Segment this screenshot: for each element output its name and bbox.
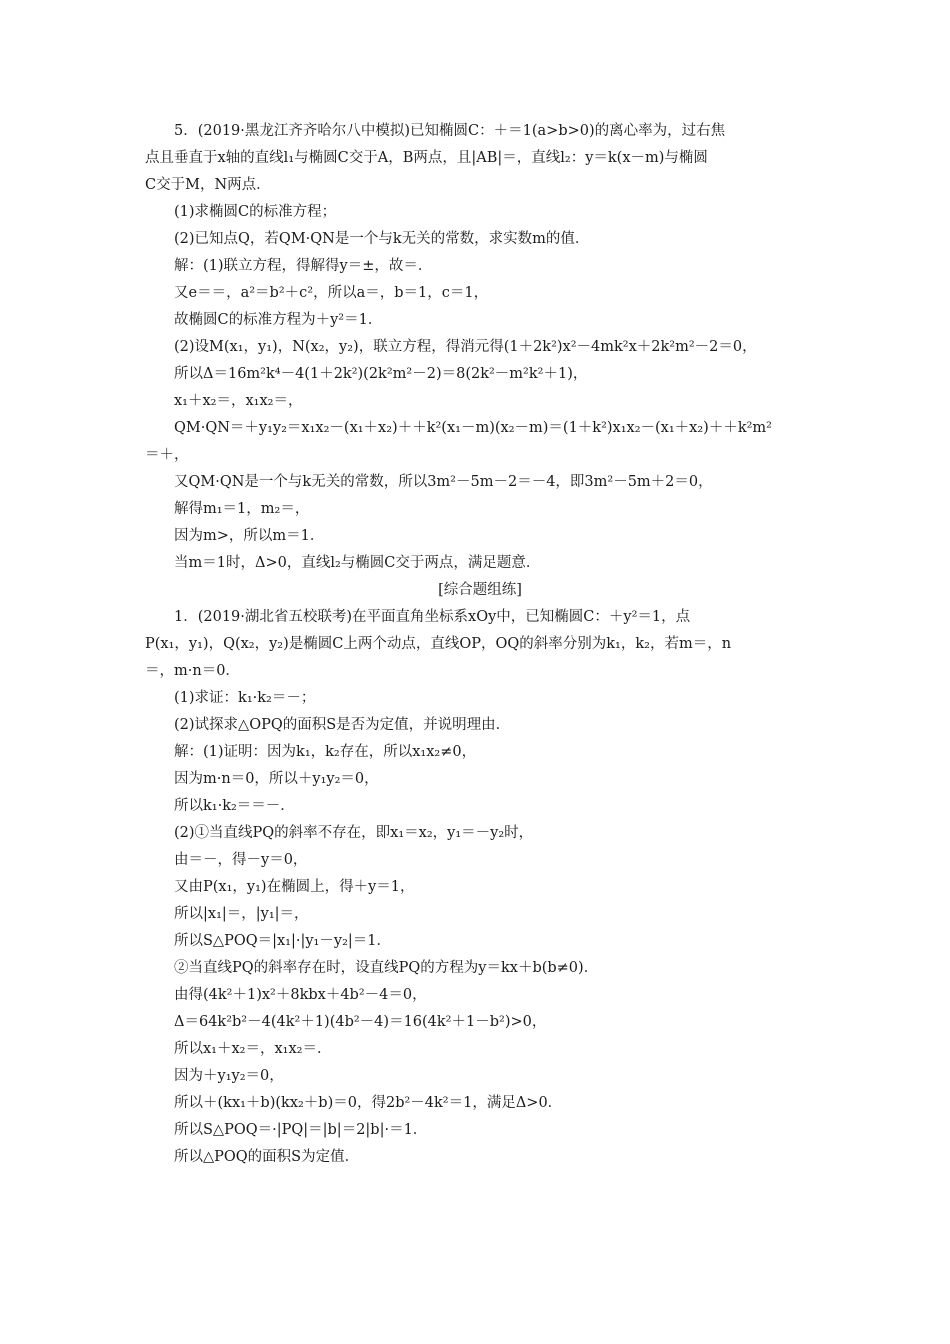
problem5-solution-line: 故椭圆C的标准方程为＋y²＝1． (174, 312, 383, 328)
problem5-solution-line: x₁＋x₂＝，x₁x₂＝， (174, 393, 303, 409)
problem1-question-2: (2)试探求△OPQ的面积S是否为定值，并说明理由． (174, 717, 511, 733)
problem1-question-1: (1)求证：k₁·k₂＝－； (174, 690, 316, 706)
problem5-solution-line: 解得m₁＝1，m₂＝， (174, 501, 310, 517)
problem5-question-2: (2)已知点Q，若QM·QN是一个与k无关的常数，求实数m的值． (174, 231, 590, 247)
problem1-stem-line: 1．(2019·湖北省五校联考)在平面直角坐标系xOy中，已知椭圆C：＋y²＝1，点 (174, 609, 691, 625)
problem5-stem-line: C交于M，N两点． (145, 177, 271, 193)
problem1-solution-line: 因为＋y₁y₂＝0， (174, 1068, 284, 1084)
problem1-stem-line: P(x₁，y₁)，Q(x₂，y₂)是椭圆C上两个动点，直线OP，OQ的斜率分别为k₁，k₂，若m＝，n (145, 636, 732, 652)
problem5-stem-line: 点且垂直于x轴的直线l₁与椭圆C交于A，B两点，且|AB|＝，直线l₂：y＝k(x－m)与椭圆 (145, 150, 708, 166)
problem5-solution-line: 因为m>，所以m＝1． (174, 528, 325, 544)
problem1-solution-line: 又由P(x₁，y₁)在椭圆上，得＋y＝1， (174, 879, 415, 895)
problem1-solution-line: 所以S△POQ＝|x₁|·|y₁－y₂|＝1． (174, 933, 391, 949)
problem5-solution-line: 解：(1)联立方程，得解得y＝±，故＝． (174, 258, 433, 274)
problem1-solution-line: 所以S△POQ＝·|PQ|＝|b|＝2|b|·＝1． (174, 1122, 428, 1138)
problem5-solution-line: (2)设M(x₁，y₁)，N(x₂，y₂)，联立方程，得消元得(1＋2k²)x²－4mk²x＋2k²m²－2＝0， (174, 339, 757, 355)
problem1-solution-line: 解：(1)证明：因为k₁，k₂存在，所以x₁x₂≠0， (174, 744, 477, 760)
problem1-stem-line: ＝，m·n＝0． (145, 663, 240, 679)
section-title: [综合题组练] (438, 582, 522, 598)
document-page (145, 118, 815, 1171)
problem5-solution-line: QM·QN＝＋y₁y₂＝x₁x₂－(x₁＋x₂)＋＋k²(x₁－m)(x₂－m)＝(1＋k²)x₁x₂－(x₁＋x₂)＋＋k²m² (174, 420, 772, 436)
problem5-solution-line: ＝＋， (145, 447, 189, 463)
problem1-solution-line: 所以x₁＋x₂＝，x₁x₂＝． (174, 1041, 332, 1057)
problem5-solution-line: 所以Δ＝16m²k⁴－4(1＋2k²)(2k²m²－2)＝8(2k²－m²k²＋1)， (174, 366, 588, 382)
problem5-question-1: (1)求椭圆C的标准方程； (174, 204, 337, 220)
problem1-solution-line: 由得(4k²＋1)x²＋8kbx＋4b²－4＝0， (174, 987, 427, 1003)
problem1-solution-line: Δ＝64k²b²－4(4k²＋1)(4b²－4)＝16(4k²＋1－b²)>0， (174, 1014, 547, 1030)
problem1-solution-line: 所以k₁·k₂＝＝－． (174, 798, 295, 814)
problem1-solution-line: 所以＋(kx₁＋b)(kx₂＋b)＝0，得2b²－4k²＝1，满足Δ>0． (174, 1095, 563, 1111)
problem5-stem-line: 5．(2019·黑龙江齐齐哈尔八中模拟)已知椭圆C：＋＝1(a>b>0)的离心率为，过右焦 (174, 123, 726, 139)
problem1-solution-line: 所以|x₁|＝，|y₁|＝， (174, 906, 309, 922)
problem1-solution-line: (2)①当直线PQ的斜率不存在，即x₁＝x₂，y₁＝－y₂时， (174, 825, 534, 841)
problem1-solution-line: 因为m·n＝0，所以＋y₁y₂＝0， (174, 771, 379, 787)
problem1-solution-line: ②当直线PQ的斜率存在时，设直线PQ的方程为y＝kx＋b(b≠0)． (174, 960, 599, 976)
problem5-solution-line: 当m＝1时，Δ>0，直线l₂与椭圆C交于两点，满足题意． (174, 555, 541, 571)
problem5-solution-line: 又e＝＝，a²＝b²＋c²，所以a＝，b＝1，c＝1， (174, 285, 489, 301)
problem1-solution-line: 所以△POQ的面积S为定值． (174, 1149, 360, 1165)
problem1-solution-line: 由＝－，得－y＝0， (174, 852, 308, 868)
problem5-solution-line: 又QM·QN是一个与k无关的常数，所以3m²－5m－2＝－4，即3m²－5m＋2＝0， (174, 474, 713, 490)
